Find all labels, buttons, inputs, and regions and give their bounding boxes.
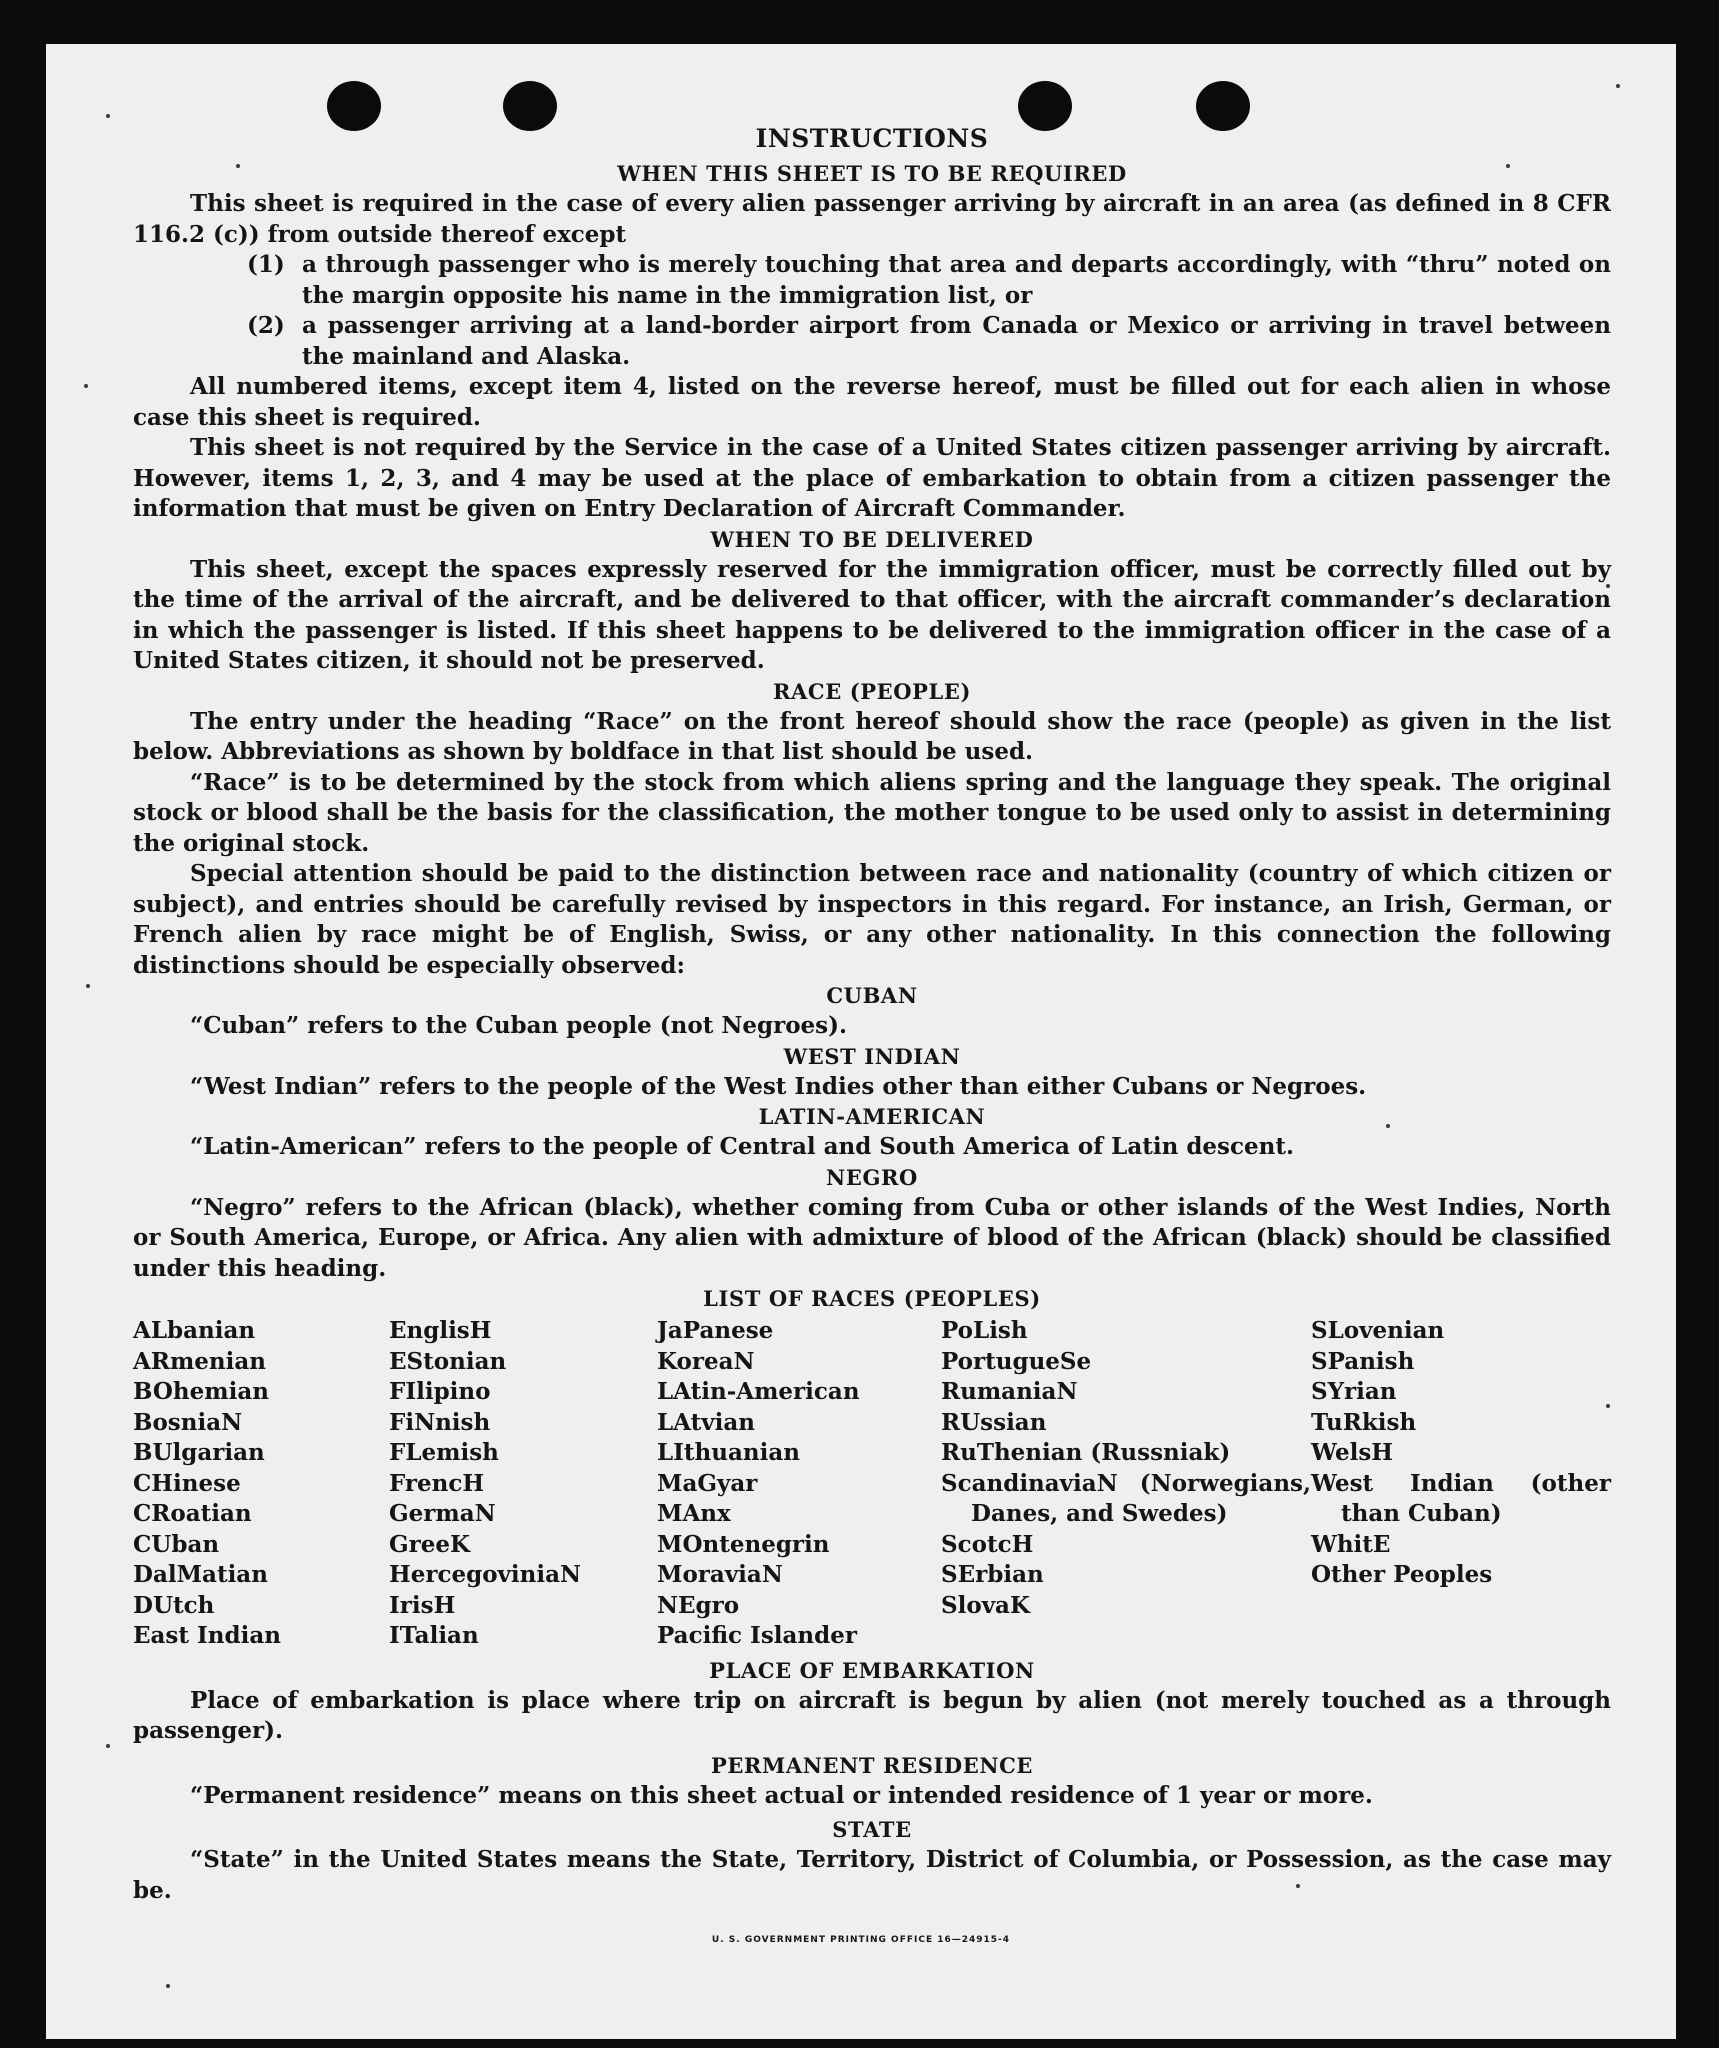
paragraph: “State” in the United States means the State, Territory, District of Columbia, or Possession, as the case may be. [133, 1846, 1611, 1904]
paragraph: This sheet is not required by the Service in the case of a United States citizen passenger arriving by aircraft. However, items 1, 2, 3, and 4 may be used at the place of embarkation to obtain from a citizen passenger the information that must be given on Entry Declaration of Aircraft Commander. [133, 434, 1611, 522]
race-entry: ScandinaviaN (Norwegians, Danes, and Swedes) [941, 1469, 1311, 1527]
race-entry: BOhemian [133, 1378, 269, 1405]
speck [106, 1744, 110, 1748]
race-entry: Other Peoples [1311, 1561, 1493, 1588]
paragraph: All numbered items, except item 4, listed on the reverse hereof, must be filled out for each alien in whose case this sheet is required. [133, 373, 1611, 431]
race-entry: CHinese [133, 1469, 241, 1497]
race-entry: West Indian (other than Cuban) [1311, 1469, 1611, 1527]
speck [84, 384, 88, 388]
races-column [657, 1316, 941, 1652]
speck [106, 114, 110, 118]
race-entry: MaGyar [657, 1469, 758, 1497]
race-entry: LAtvian [657, 1408, 755, 1436]
race-entry: KoreaN [657, 1347, 755, 1375]
race-entry: East Indian [133, 1622, 281, 1649]
race-entry: JaPanese [657, 1317, 774, 1344]
section-heading-state: STATE [832, 1817, 912, 1842]
race-entry: WelsH [1311, 1439, 1394, 1466]
race-entry: PortugueSe [941, 1347, 1092, 1375]
subheading-list-of-races: LIST OF RACES (PEOPLES) [703, 1286, 1041, 1311]
race-entry: LIthuanian [657, 1439, 800, 1466]
race-entry: MAnx [657, 1500, 731, 1527]
race-entry: ARmenian [133, 1347, 267, 1375]
race-entry: WhitE [1311, 1530, 1391, 1558]
race-entry: FrencH [389, 1469, 485, 1497]
paragraph: “Negro” refers to the African (black), whether coming from Cuba or other islands of the West Indies, North or South America, Europe, or Africa. Any alien with admixture of blood of the African (black) should be classified under this heading. [133, 1193, 1611, 1282]
paragraph: “Permanent residence” means on this sheet actual or intended residence of 1 year or more. [190, 1781, 1373, 1809]
race-entry: SPanish [1311, 1347, 1415, 1375]
speck [166, 1984, 170, 1988]
race-entry: MoraviaN [657, 1561, 783, 1588]
race-entry: CRoatian [133, 1500, 252, 1527]
race-entry: PoLish [941, 1317, 1028, 1344]
paragraph: This sheet is required in the case of every alien passenger arriving by aircraft in an area (as defined in 8 CFR 116.2 (c)) from outside thereof except [133, 190, 1611, 248]
race-entry: DalMatian [133, 1561, 268, 1588]
paragraph: The entry under the heading “Race” on the front hereof should show the race (people) as given in the list below. Abbreviations as shown by boldface in that list should be used. [133, 707, 1611, 765]
instructions-content [133, 124, 1611, 1906]
race-entry: GreeK [389, 1530, 471, 1558]
paragraph: “Race” is to be determined by the stock from which aliens spring and the language they speak. The original stock or blood shall be the basis for the classification, the mother tongue to be used only to assist in determining the original stock. [133, 768, 1611, 857]
race-entry: ScotcH [941, 1530, 1034, 1558]
item-number: (1) [247, 251, 285, 278]
race-entry: MOntenegrin [657, 1530, 830, 1558]
race-entry: RumaniaN [941, 1378, 1078, 1405]
races-column [133, 1316, 389, 1652]
speck [86, 984, 90, 988]
page-title: INSTRUCTIONS [755, 124, 989, 153]
race-entry: ALbanian [133, 1317, 256, 1344]
document-page [46, 44, 1676, 2039]
race-entry: Pacific Islander [657, 1622, 857, 1649]
race-entry: FiNnish [389, 1408, 491, 1436]
race-entry: NEgro [657, 1591, 740, 1619]
race-entry: EStonian [389, 1347, 507, 1375]
paragraph: “West Indian” refers to the people of the West Indies other than either Cubans or Negroes. [190, 1072, 1367, 1100]
list-item [247, 250, 1611, 311]
race-entry: CUban [133, 1530, 220, 1558]
section-heading-race: RACE (PEOPLE) [772, 678, 972, 704]
race-entry: RuThenian (Russniak) [941, 1439, 1231, 1466]
subheading-west-indian: WEST INDIAN [783, 1043, 961, 1069]
races-column [941, 1316, 1311, 1652]
section-heading-residence: PERMANENT RESIDENCE [710, 1752, 1034, 1778]
paragraph: “Cuban” refers to the Cuban people (not Negroes). [190, 1012, 848, 1039]
section-heading-delivered: WHEN TO BE DELIVERED [710, 526, 1034, 552]
paragraph: “Latin-American” refers to the people of Central and South America of Latin descent. [190, 1133, 1294, 1160]
race-entry: SErbian [941, 1561, 1044, 1588]
item-text: a passenger arriving at a land-border airport from Canada or Mexico or arriving in travel between the mainland and Alaska. [302, 312, 1611, 370]
subheading-negro: NEGRO [826, 1164, 918, 1190]
item-number: (2) [247, 312, 285, 339]
race-entry: RUssian [941, 1408, 1047, 1436]
subheading-cuban: CUBAN [826, 983, 918, 1008]
race-entry: TuRkish [1311, 1408, 1417, 1436]
speck [1616, 84, 1620, 88]
race-entry: HercegoviniaN [389, 1561, 582, 1588]
races-column [389, 1316, 657, 1652]
section-heading-required: WHEN THIS SHEET IS TO BE REQUIRED [617, 161, 1127, 186]
paragraph: This sheet, except the spaces expressly reserved for the immigration officer, must be correctly filled out by the time of the arrival of the aircraft, and be delivered to that officer, with the aircraft commander’s declaration in which the passenger is listed. If this sheet happens to be delivered to the immigration officer in the case of a United States citizen, it should not be preserved. [133, 555, 1611, 674]
race-entry: GermaN [389, 1500, 496, 1527]
race-entry: EnglisH [389, 1317, 492, 1344]
paragraph: Place of embarkation is place where trip on aircraft is begun by alien (not merely touched as a through passenger). [133, 1686, 1611, 1744]
race-entry: BosniaN [133, 1408, 243, 1436]
item-text: a through passenger who is merely touching that area and departs accordingly, with “thru” noted on the margin opposite his name in the immigration list, or [302, 251, 1611, 309]
races-list [133, 1316, 1611, 1652]
race-entry: SlovaK [941, 1591, 1030, 1619]
race-entry: LAtin-American [657, 1378, 860, 1405]
printer-imprint: U. S. GOVERNMENT PRINTING OFFICE 16—24915-4 [711, 1935, 1011, 1945]
race-entry: FLemish [389, 1439, 499, 1466]
list-item [247, 311, 1611, 372]
race-entry: IrisH [389, 1591, 456, 1619]
race-entry: ITalian [389, 1622, 479, 1649]
paragraph: Special attention should be paid to the distinction between race and nationality (country of which citizen or subject), and entries should be carefully revised by inspectors in this regard. For instance, an Irish, German, or French alien by race might be of English, Swiss, or any other nationality. In this connection the following distinctions should be especially observed: [133, 860, 1611, 979]
race-entry: FIlipino [389, 1378, 491, 1405]
races-column [1311, 1316, 1611, 1652]
race-entry: DUtch [133, 1591, 215, 1619]
race-entry: BUlgarian [133, 1439, 265, 1466]
race-entry: SYrian [1311, 1378, 1397, 1405]
section-heading-embarkation: PLACE OF EMBARKATION [709, 1657, 1035, 1683]
race-entry: SLovenian [1311, 1317, 1445, 1344]
subheading-latin-american: LATIN-AMERICAN [758, 1104, 986, 1129]
